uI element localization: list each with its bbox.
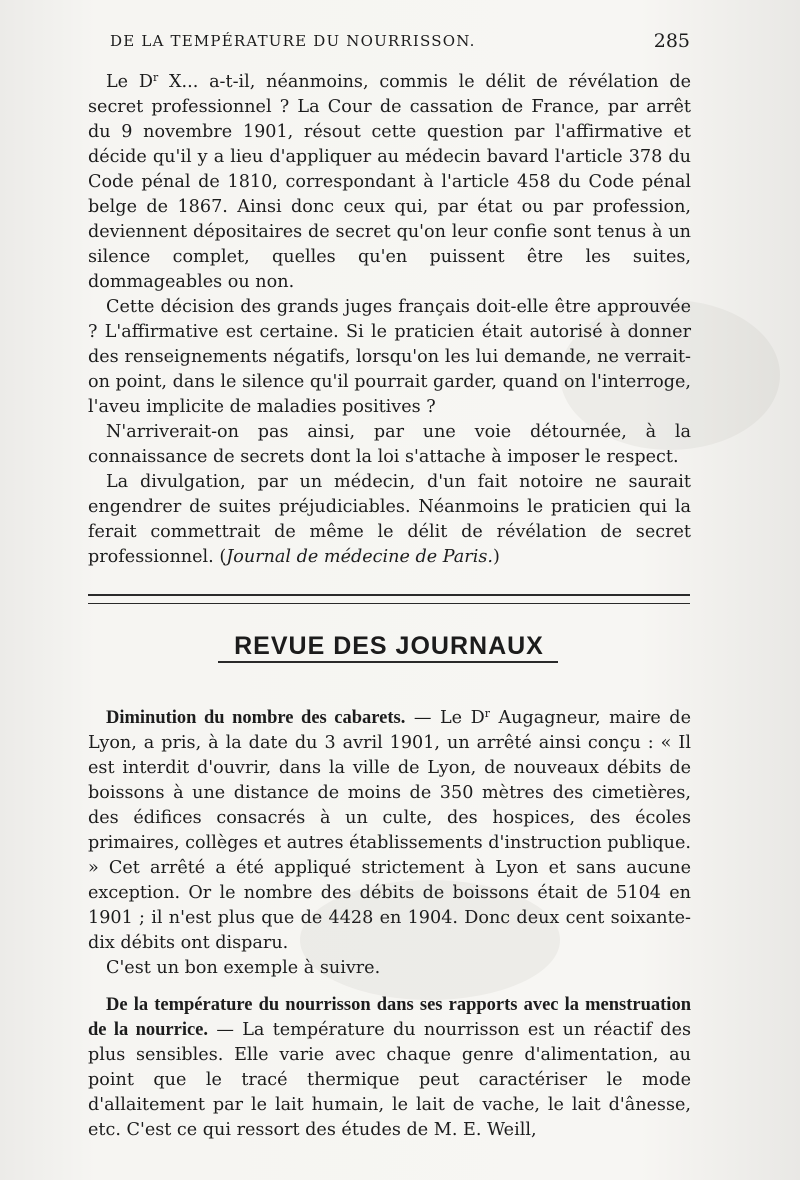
article-cabarets: Diminution du nombre des cabarets. — Le $D^r$ Augagneur, maire de Lyon, a pris, à la date du 3 avril 1901, un arrêté ainsi conçu : « Il est interdit d'ouvrir, dans la ville de Lyon, de nouveaux débits de boissons à une distance de moins de 350 mètres des cimetières, des édifices consacrés à un culte, des hospices, des écoles primaires, collèges et autres établissements d'instruction publique. » Cet arrêté a été appliqué strictement à Lyon et sans aucune exception. Or le nombre des débits de boissons était de 5104 en 1901 ; il n'est plus que de 4428 en 1904. Donc deux cent soixante-dix débits ont disparu.: [88, 707, 691, 953]
article-followup: C'est un bon exemple à suivre.: [106, 958, 381, 978]
running-header: [110, 32, 690, 50]
page-number: 285: [653, 30, 690, 52]
section-title: REVUE DES JOURNAUX: [234, 632, 544, 660]
article-heading: De la température du nourrisson dans ses rapports avec la menstruation de la nourrice.: [88, 995, 691, 1040]
paragraph-voie-detournee: N'arriverait-on pas ainsi, par une voie détournée, à la connaissance de secrets dont la loi s'attache à imposer le respect.: [88, 422, 691, 467]
body-text-journaux: [88, 706, 691, 1143]
title-underline: [218, 661, 558, 663]
body-text-top: [88, 70, 691, 570]
paragraph-secret-professionnel: Le $D^r$ X... a-t-il, néanmoins, commis le délit de révélation de secret professionnel ? La Cour de cassation de France, par arrêt du 9 novembre 1901, résout cette question par l'affirmative et décide qu'il y a lieu d'appliquer au médecin bavard l'article 378 du Code pénal de 1810, correspondant à l'article 458 du Code pénal belge de 1867. Ainsi donc ceux qui, par état ou par profession, deviennent dépositaires de secret qu'on leur confie sont tenus à un silence complet, quelles qu'en puissent être les suites, dommageables ou non.: [88, 71, 691, 292]
paragraph-decision: Cette décision des grands juges français doit-elle être approuvée ? L'affirmative est certaine. Si le praticien était autorisé à donner des renseignements négatifs, lorsqu'on les lui demande, ne verrait-on point, dans le silence qu'il pourrait garder, quand on l'interroge, l'aveu implicite de maladies positives ?: [88, 297, 691, 417]
section-divider: [88, 594, 690, 604]
article-heading: Diminution du nombre des cabarets.: [106, 708, 406, 728]
source-citation: Journal de médecine de Paris.: [226, 547, 493, 567]
article-temperature: De la température du nourrisson dans ses rapports avec la menstruation de la nourrice. — La température du nourrisson est un réactif des plus sensibles. Elle varie avec chaque genre d'alimentation, au point que le tracé thermique peut caractériser le mode d'allaitement par le lait humain, le lait de vache, le lait d'ânesse, etc. C'est ce qui ressort des études de M. E. Weill,: [88, 995, 692, 1140]
running-title: DE LA TEMPÉRATURE DU NOURRISSON.: [110, 32, 476, 50]
paragraph-divulgation: La divulgation, par un médecin, d'un fait notoire ne saurait engendrer de suites préjudiciables. Néanmoins le praticien qui la ferait commettrait de même le délit de révélation de secret professionnel. (Journal de médecine de Paris.): [88, 472, 691, 567]
